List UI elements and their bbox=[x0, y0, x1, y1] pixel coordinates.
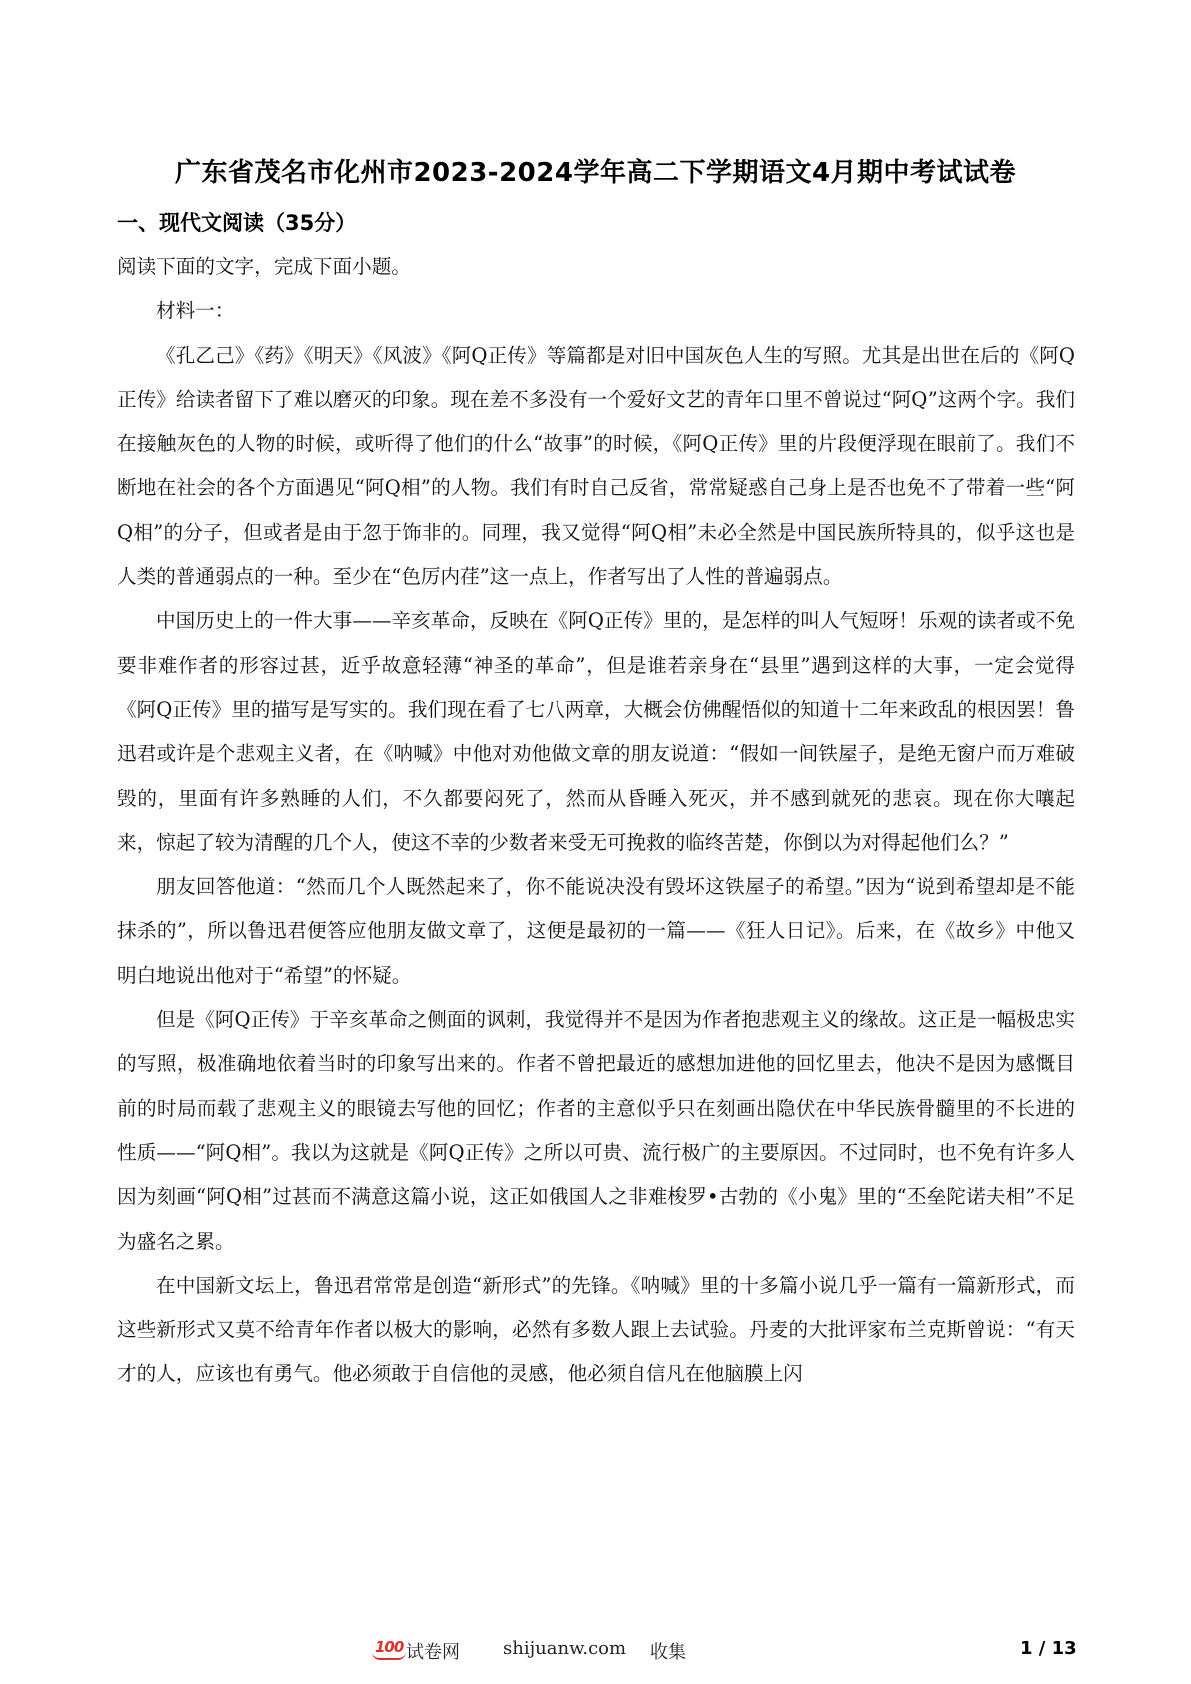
paragraph: 《孔乙己》《药》《明天》《风波》《阿Q正传》等篇都是对旧中国灰色人生的写照。尤其是出世在后的《阿Q正传》给读者留下了难以磨灭的印象。现在差不多没有一个爱好文艺的青年口里不曾说过“阿Q”这两个字。我们在接触灰色的人物的时候，或听得了他们的什么“故事”的时候，《阿Q正传》里的片段便浮现在眼前了。我们不断地在社会的各个方面遇见“阿Q相”的人物。我们有时自己反省，常常疑惑自己身上是否也免不了带着一些“阿Q相”的分子，但或者是由于忽于饰非的。同理，我又觉得“阿Q相”未必全然是中国民族所特具的，似乎这也是人类的普通弱点的一种。至少在“色厉内荏”这一点上，作者写出了人性的普遍弱点。 bbox=[117, 343, 1075, 589]
collect-label: 收集 bbox=[650, 1642, 686, 1663]
site-name: 试卷网 bbox=[406, 1642, 460, 1663]
page-number: 1 / 13 bbox=[1020, 1638, 1077, 1659]
paragraph: 但是《阿Q正传》于辛亥革命之侧面的讽刺，我觉得并不是因为作者抱悲观主义的缘故。这正是一幅极忠实的写照，极准确地依着当时的印象写出来的。作者不曾把最近的感想加进他的回忆里去，他决不是因为感慨目前的时局而载了悲观主义的眼镜去写他的回忆；作者的主意似乎只在刻画出隐伏在中华民族骨髓里的不长进的性质——“阿Q相”。我以为这就是《阿Q正传》之所以可贵、流行极广的主要原因。不过同时，也不免有许多人因为刻画“阿Q相”过甚而不满意这篇小说，这正如俄国人之非难梭罗•古勃的《小鬼》里的“丕垒陀诺夫相”不足为盛名之累。 bbox=[117, 1008, 1075, 1253]
paragraph: 朋友回答他道：“然而几个人既然起来了，你不能说决没有毁坏这铁屋子的希望。”因为“说到希望却是不能抹杀的”，所以鲁迅君便答应他朋友做文章了，这便是最初的一篇——《狂人日记》。后来，在《故乡》中他又明白地说出他对于“希望”的怀疑。 bbox=[117, 875, 1075, 987]
site-url-link[interactable]: shijuanw.com bbox=[503, 1638, 627, 1659]
section-heading: 一、现代文阅读（35分） bbox=[117, 211, 357, 235]
document-title: 广东省茂名市化州市2023-2024学年高二下学期语文4月期中考试试卷 bbox=[174, 158, 1017, 188]
document-body bbox=[117, 245, 1075, 1397]
material-label: 材料一： bbox=[156, 299, 235, 323]
paragraph: 中国历史上的一件大事——辛亥革命，反映在《阿Q正传》里的，是怎样的叫人气短呀！乐观的读者或不免要非难作者的形容过甚，近乎故意轻薄“神圣的革命”，但是谁若亲身在“县里”遇到这样的大事，一定会觉得《阿Q正传》里的描写是写实的。我们现在看了七八两章，大概会仿佛醒悟似的知道十二年来政乱的根因罢！鲁迅君或许是个悲观主义者，在《呐喊》中他对劝他做文章的朋友说道：“假如一间铁屋子，是绝无窗户而万难破毁的，里面有许多熟睡的人们，不久都要闷死了，然而从昏睡入死灭，并不感到就死的悲哀。现在你大嚷起来，惊起了较为清醒的几个人，使这不幸的少数者来受无可挽救的临终苦楚，你倒以为对得起他们么？” bbox=[117, 609, 1075, 854]
paragraph: 在中国新文坛上，鲁迅君常常是创造“新形式”的先锋。《呐喊》里的十多篇小说几乎一篇有一篇新形式，而这些新形式又莫不给青年作者以极大的影响，必然有多数人跟上去试验。丹麦的大批评家布兰克斯曾说：“有天才的人，应该也有勇气。他必须敢于自信他的灵感，他必须自信凡在他脑膜上闪 bbox=[117, 1273, 1075, 1386]
page-footer bbox=[0, 1638, 1191, 1668]
site-logo: 100 bbox=[375, 1638, 404, 1656]
instruction-text: 阅读下面的文字，完成下面小题。 bbox=[117, 255, 411, 278]
